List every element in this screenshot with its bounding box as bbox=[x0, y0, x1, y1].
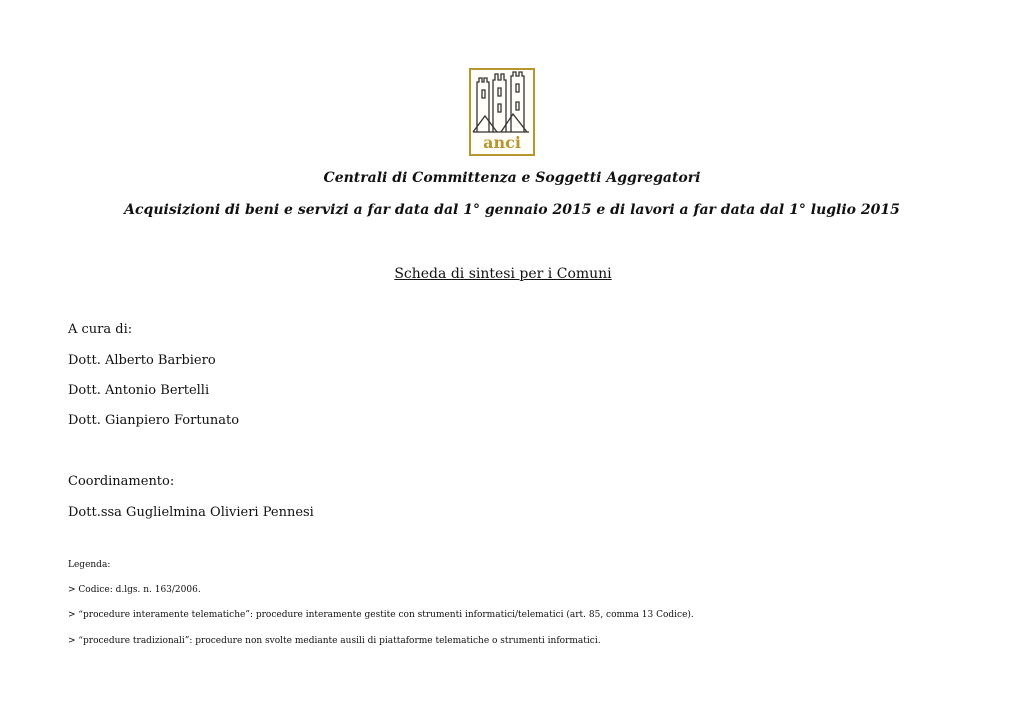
anci-logo bbox=[469, 68, 535, 156]
coordination-label: Coordinamento: bbox=[68, 474, 175, 489]
authors-label: A cura di: bbox=[68, 322, 133, 337]
town-towers-icon bbox=[471, 70, 533, 136]
author-name: Dott. Alberto Barbiero bbox=[68, 353, 216, 368]
author-name: Dott. Gianpiero Fortunato bbox=[68, 413, 240, 428]
legend-item: > Codice: d.lgs. n. 163/2006. bbox=[68, 585, 201, 595]
legend-item: > “procedure tradizionali”: procedure non svolte mediante ausili di piattaforme telematiche o strumenti informatici. bbox=[68, 636, 601, 646]
legend-item: > “procedure interamente telematiche”: procedure interamente gestite con strumenti informatici/telematici (art. 85, comma 13 Codice). bbox=[68, 610, 694, 620]
scheda-title: Scheda di sintesi per i Comuni bbox=[394, 266, 612, 282]
document-subtitle: Acquisizioni di beni e servizi a far data dal 1° gennaio 2015 e di lavori a far data dal 1° luglio 2015 bbox=[124, 202, 900, 218]
coordinator-name: Dott.ssa Guglielmina Olivieri Pennesi bbox=[68, 505, 314, 520]
legend-label: Legenda: bbox=[68, 560, 111, 570]
document-title: Centrali di Committenza e Soggetti Aggregatori bbox=[323, 170, 701, 186]
author-name: Dott. Antonio Bertelli bbox=[68, 383, 210, 398]
logo-wordmark: anci bbox=[483, 133, 521, 152]
